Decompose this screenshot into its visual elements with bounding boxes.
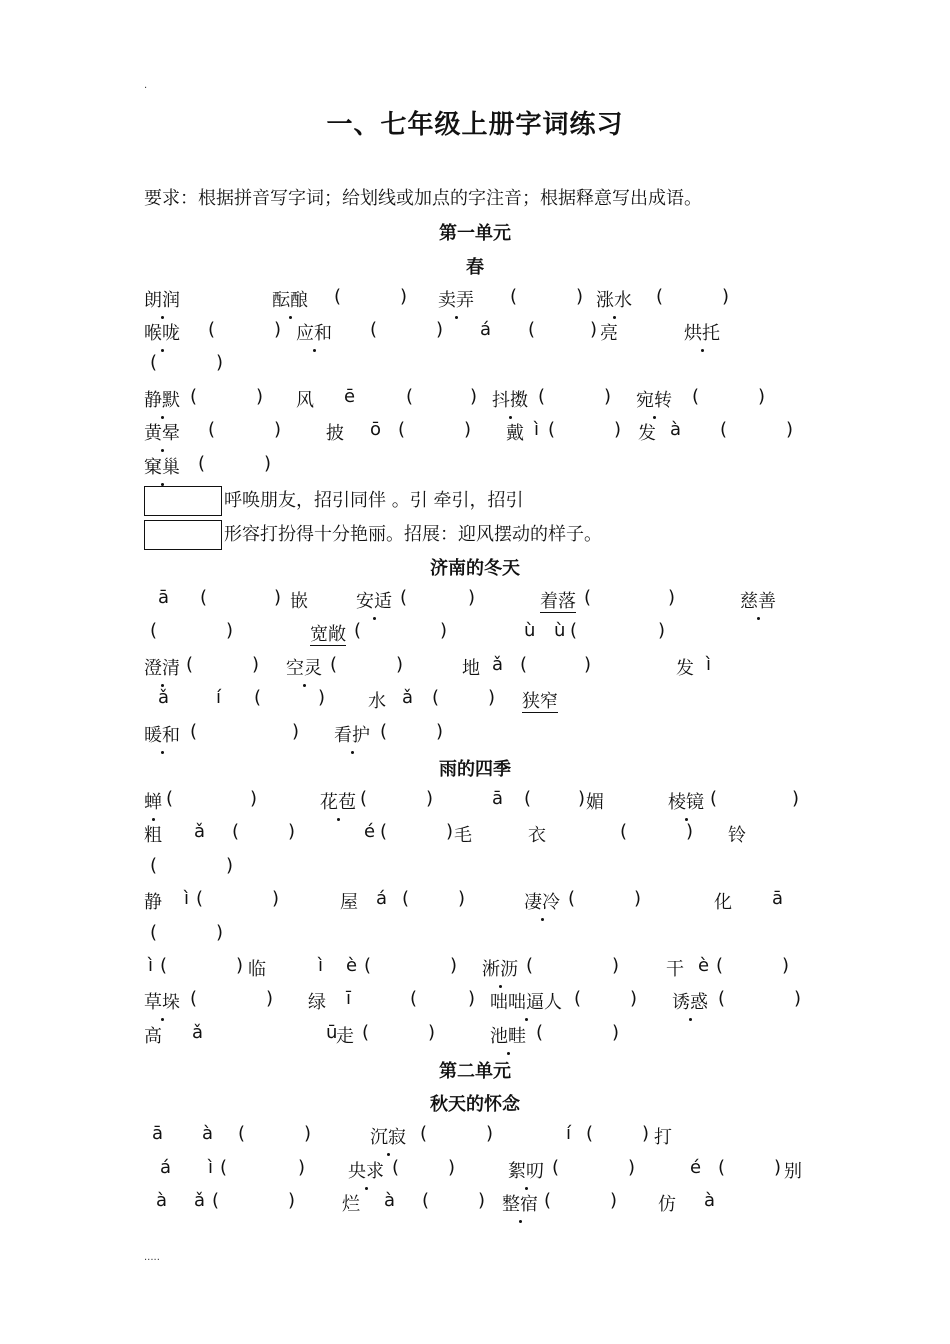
answer-blank[interactable]: ) bbox=[440, 620, 448, 641]
word-item: 别 bbox=[784, 1161, 802, 1182]
word-item: 烂 bbox=[342, 1194, 360, 1215]
answer-blank[interactable]: ) bbox=[604, 386, 612, 407]
answer-blank[interactable]: ) bbox=[252, 654, 260, 675]
answer-blank[interactable]: ) bbox=[590, 319, 598, 340]
answer-blank[interactable]: ( bbox=[586, 1123, 594, 1144]
exercise-row bbox=[144, 922, 844, 952]
word-item: 发 bbox=[638, 423, 656, 444]
word-item: 临 bbox=[248, 959, 266, 980]
pinyin-syllable: à bbox=[670, 419, 682, 440]
answer-blank[interactable]: ( bbox=[360, 788, 368, 809]
answer-blank[interactable]: ( bbox=[402, 888, 410, 909]
answer-blank[interactable]: ( bbox=[538, 386, 546, 407]
answer-blank[interactable]: ( bbox=[238, 1123, 246, 1144]
answer-blank[interactable]: ( bbox=[410, 988, 418, 1009]
answer-blank[interactable]: ) bbox=[256, 386, 264, 407]
exercise-row bbox=[144, 1123, 844, 1153]
answer-blank[interactable]: ) bbox=[758, 386, 766, 407]
answer-blank[interactable]: ( bbox=[420, 1123, 428, 1144]
answer-blank[interactable]: ( bbox=[520, 654, 528, 675]
pinyin-syllable: ā bbox=[158, 587, 170, 608]
page-title: 一、七年级上册字词练习 bbox=[326, 110, 624, 140]
answer-blank[interactable]: ( bbox=[380, 821, 388, 842]
pinyin-syllable: ù bbox=[554, 620, 566, 641]
lesson-qiutian-heading: 秋天的怀念 bbox=[430, 1094, 520, 1115]
answer-blank[interactable]: ) bbox=[436, 319, 444, 340]
word-item: 卖弄 bbox=[438, 286, 474, 312]
idiom-definition: 形容打扮得十分艳丽。招展：迎风摆动的样子。 bbox=[224, 524, 602, 545]
answer-blank[interactable]: ) bbox=[468, 988, 476, 1009]
unit-one-heading: 第一单元 bbox=[439, 223, 511, 244]
answer-blank[interactable]: ( bbox=[380, 721, 388, 742]
word-item: 絮叨 bbox=[508, 1157, 544, 1183]
answer-blank[interactable]: ( bbox=[548, 419, 556, 440]
answer-blank[interactable]: ( bbox=[574, 988, 582, 1009]
lesson-jinan-heading: 济南的冬天 bbox=[430, 558, 520, 579]
answer-blank[interactable]: ( bbox=[150, 922, 158, 943]
answer-blank[interactable]: ) bbox=[298, 1157, 306, 1178]
answer-blank[interactable]: ( bbox=[190, 721, 198, 742]
word-item: 草垛 bbox=[144, 988, 180, 1014]
answer-blank[interactable]: ) bbox=[576, 286, 584, 307]
pinyin-syllable: é bbox=[364, 821, 376, 842]
answer-blank[interactable]: ( bbox=[208, 419, 216, 440]
exercise-row bbox=[144, 654, 844, 684]
word-item: 池畦 bbox=[490, 1022, 526, 1048]
answer-blank[interactable]: ) bbox=[216, 922, 224, 943]
answer-blank[interactable]: ) bbox=[274, 419, 282, 440]
word-item: 看护 bbox=[334, 721, 370, 747]
footer-mark: ..... bbox=[144, 1252, 160, 1263]
word-item: 化 bbox=[714, 892, 732, 913]
word-item: 粗 bbox=[144, 825, 162, 846]
answer-blank[interactable]: ( bbox=[718, 1157, 726, 1178]
answer-blank[interactable]: ) bbox=[630, 988, 638, 1009]
answer-blank[interactable]: ( bbox=[552, 1157, 560, 1178]
answer-blank[interactable]: ) bbox=[216, 352, 224, 373]
answer-blank[interactable]: ) bbox=[266, 988, 274, 1009]
answer-blank[interactable]: ) bbox=[288, 821, 296, 842]
word-item: 慈善 bbox=[740, 587, 776, 613]
answer-blank[interactable]: ( bbox=[160, 955, 168, 976]
answer-blank[interactable]: ) bbox=[436, 721, 444, 742]
unit-two-heading: 第二单元 bbox=[439, 1061, 511, 1082]
pinyin-syllable: à bbox=[156, 1190, 168, 1211]
answer-blank[interactable]: ( bbox=[150, 352, 158, 373]
answer-blank[interactable]: ) bbox=[478, 1190, 486, 1211]
answer-blank[interactable]: ( bbox=[186, 654, 194, 675]
pinyin-syllable: ū bbox=[326, 1022, 338, 1043]
answer-blank[interactable]: ) bbox=[274, 319, 282, 340]
exercise-row bbox=[144, 788, 844, 818]
answer-blank[interactable]: ) bbox=[458, 888, 466, 909]
exercise-row bbox=[144, 386, 844, 416]
answer-blank[interactable]: ) bbox=[304, 1123, 312, 1144]
answer-blank[interactable]: ) bbox=[578, 788, 586, 809]
answer-blank[interactable]: ( bbox=[400, 587, 408, 608]
word-item: 诱惑 bbox=[672, 988, 708, 1014]
lesson-sijie-heading: 雨的四季 bbox=[439, 759, 511, 780]
answer-blank[interactable]: ( bbox=[212, 1190, 220, 1211]
word-item: 衣 bbox=[528, 825, 546, 846]
answer-blank[interactable]: ( bbox=[196, 888, 204, 909]
answer-blank[interactable]: ) bbox=[628, 1157, 636, 1178]
word-item: 风 bbox=[296, 390, 314, 411]
pinyin-syllable: à bbox=[704, 1190, 716, 1211]
answer-blank[interactable]: ( bbox=[568, 888, 576, 909]
answer-blank[interactable]: ) bbox=[448, 1157, 456, 1178]
exercise-row bbox=[144, 1157, 844, 1187]
word-item: 仿 bbox=[658, 1194, 676, 1215]
answer-blank[interactable]: ( bbox=[190, 988, 198, 1009]
pinyin-syllable: ā bbox=[772, 888, 784, 909]
pinyin-syllable: à bbox=[202, 1123, 214, 1144]
answer-blank[interactable]: ) bbox=[226, 620, 234, 641]
pinyin-syllable: ì bbox=[184, 888, 190, 909]
word-item: 朗润 bbox=[144, 286, 180, 312]
answer-blank[interactable]: ( bbox=[692, 386, 700, 407]
answer-blank[interactable]: ) bbox=[786, 419, 794, 440]
word-item: 黄晕 bbox=[144, 419, 180, 445]
word-item: 窠巢 bbox=[144, 453, 180, 479]
answer-blank[interactable]: ( bbox=[150, 620, 158, 641]
exercise-row bbox=[144, 319, 844, 349]
answer-blank[interactable]: ) bbox=[426, 788, 434, 809]
exercise-row bbox=[144, 419, 844, 449]
word-item: 酝酿 bbox=[272, 286, 308, 312]
answer-blank[interactable]: ) bbox=[272, 888, 280, 909]
answer-blank[interactable]: ( bbox=[524, 788, 532, 809]
word-item: 安适 bbox=[356, 587, 392, 613]
answer-blank[interactable]: ) bbox=[400, 286, 408, 307]
pinyin-syllable: ì bbox=[208, 1157, 214, 1178]
pinyin-syllable: ù bbox=[524, 620, 536, 641]
answer-blank[interactable]: ( bbox=[406, 386, 414, 407]
answer-blank[interactable]: ( bbox=[570, 620, 578, 641]
pinyin-syllable: ì bbox=[148, 955, 154, 976]
answer-blank[interactable]: ) bbox=[446, 821, 454, 842]
pinyin-syllable: è bbox=[346, 955, 358, 976]
word-item: 屋 bbox=[340, 892, 358, 913]
word-item: 涨水 bbox=[596, 286, 632, 312]
answer-blank[interactable]: ( bbox=[398, 419, 406, 440]
answer-blank[interactable]: ) bbox=[236, 955, 244, 976]
exercise-row bbox=[144, 821, 844, 851]
answer-blank[interactable]: ) bbox=[794, 988, 802, 1009]
word-item: 铃 bbox=[728, 825, 746, 846]
pinyin-syllable: á bbox=[160, 1157, 172, 1178]
word-item: 打 bbox=[654, 1127, 672, 1148]
word-item: 干 bbox=[666, 959, 684, 980]
answer-blank[interactable]: ) bbox=[318, 687, 326, 708]
word-item: 走 bbox=[336, 1026, 354, 1047]
word-item: 水 bbox=[368, 691, 386, 712]
word-item: 花苞 bbox=[320, 788, 356, 814]
exercise-row bbox=[144, 988, 844, 1018]
answer-blank[interactable]: ( bbox=[544, 1190, 552, 1211]
answer-blank[interactable]: ) bbox=[396, 654, 404, 675]
answer-blank[interactable]: ( bbox=[422, 1190, 430, 1211]
answer-blank[interactable]: ( bbox=[354, 620, 362, 641]
word-item: 咄咄逼人 bbox=[490, 988, 562, 1014]
word-item: 央求 bbox=[348, 1157, 384, 1183]
word-item: 披 bbox=[326, 423, 344, 444]
answer-blank[interactable]: ( bbox=[716, 955, 724, 976]
lesson-chun-heading: 春 bbox=[466, 257, 484, 278]
answer-blank[interactable]: ) bbox=[782, 955, 790, 976]
idiom-answer-box[interactable] bbox=[144, 486, 222, 516]
pinyin-syllable: ì bbox=[534, 419, 540, 440]
answer-blank[interactable]: ( bbox=[526, 955, 534, 976]
answer-blank[interactable]: ) bbox=[610, 1190, 618, 1211]
pinyin-syllable: ā bbox=[492, 788, 504, 809]
word-item: 发 bbox=[676, 658, 694, 679]
exercise-row bbox=[144, 855, 844, 885]
answer-blank[interactable]: ) bbox=[634, 888, 642, 909]
idiom-answer-box[interactable] bbox=[144, 520, 222, 550]
answer-blank[interactable]: ) bbox=[428, 1022, 436, 1043]
answer-blank[interactable]: ( bbox=[362, 1022, 370, 1043]
answer-blank[interactable]: ) bbox=[614, 419, 622, 440]
word-item: 凄冷 bbox=[524, 888, 560, 914]
word-item: 淅沥 bbox=[482, 955, 518, 981]
exercise-row bbox=[144, 352, 844, 382]
answer-blank[interactable]: ) bbox=[450, 955, 458, 976]
word-item: 嵌 bbox=[290, 591, 308, 612]
answer-blank[interactable]: ( bbox=[620, 821, 628, 842]
answer-blank[interactable]: ( bbox=[198, 453, 206, 474]
answer-blank[interactable]: ) bbox=[584, 654, 592, 675]
answer-blank[interactable]: ) bbox=[612, 955, 620, 976]
word-item: 媚 bbox=[586, 792, 604, 813]
word-item: 棱镜 bbox=[668, 788, 704, 814]
pinyin-syllable: ī bbox=[346, 988, 352, 1009]
word-item: 烘托 bbox=[684, 319, 720, 345]
answer-blank[interactable]: ) bbox=[612, 1022, 620, 1043]
pinyin-syllable: ā bbox=[152, 1123, 164, 1144]
word-item: 戴 bbox=[506, 423, 524, 444]
word-item: 着落 bbox=[540, 591, 576, 612]
answer-blank[interactable]: ) bbox=[488, 687, 496, 708]
word-item: 蝉 bbox=[144, 788, 162, 814]
answer-blank[interactable]: ( bbox=[334, 286, 342, 307]
exercise-row bbox=[144, 587, 844, 617]
exercise-row bbox=[144, 1022, 844, 1052]
pinyin-syllable: ǎ bbox=[194, 821, 206, 842]
answer-blank[interactable]: ) bbox=[686, 821, 694, 842]
answer-blank[interactable]: ) bbox=[468, 587, 476, 608]
word-item: 静默 bbox=[144, 386, 180, 412]
word-item: 喉咙 bbox=[144, 319, 180, 345]
pinyin-syllable: ì bbox=[706, 654, 712, 675]
answer-blank[interactable]: ) bbox=[226, 855, 234, 876]
exercise-row bbox=[144, 453, 844, 483]
pinyin-syllable: á bbox=[376, 888, 388, 909]
word-item: 整宿 bbox=[502, 1190, 538, 1216]
answer-blank[interactable]: ( bbox=[710, 788, 718, 809]
word-item: 静 bbox=[144, 892, 162, 913]
header-mark: . bbox=[144, 80, 148, 91]
answer-blank[interactable]: ( bbox=[584, 587, 592, 608]
answer-blank[interactable]: ) bbox=[464, 419, 472, 440]
answer-blank[interactable]: ) bbox=[292, 721, 300, 742]
answer-blank[interactable]: ( bbox=[720, 419, 728, 440]
exercise-row bbox=[144, 620, 844, 650]
answer-blank[interactable]: ( bbox=[150, 855, 158, 876]
answer-blank[interactable]: ) bbox=[274, 587, 282, 608]
pinyin-syllable: è bbox=[698, 955, 710, 976]
word-item: 宽敞 bbox=[310, 624, 346, 645]
word-item: 亮 bbox=[600, 323, 618, 344]
answer-blank[interactable]: ( bbox=[528, 319, 536, 340]
answer-blank[interactable]: ( bbox=[510, 286, 518, 307]
word-item: 地 bbox=[462, 658, 480, 679]
word-item: 暖和 bbox=[144, 721, 180, 747]
answer-blank[interactable]: ( bbox=[718, 988, 726, 1009]
answer-blank[interactable]: ( bbox=[190, 386, 198, 407]
word-item: 澄清 bbox=[144, 654, 180, 680]
answer-blank[interactable]: ) bbox=[792, 788, 800, 809]
answer-blank[interactable]: ( bbox=[330, 654, 338, 675]
answer-blank[interactable]: ) bbox=[486, 1123, 494, 1144]
pinyin-syllable: ǎ bbox=[492, 654, 504, 675]
word-item: 毛 bbox=[454, 825, 472, 846]
pinyin-syllable: é bbox=[690, 1157, 702, 1178]
exercise-row bbox=[144, 955, 844, 985]
pinyin-syllable: ǎ bbox=[402, 687, 414, 708]
exercise-row bbox=[144, 687, 844, 717]
answer-blank[interactable]: ( bbox=[656, 286, 664, 307]
answer-blank[interactable]: ) bbox=[658, 620, 666, 641]
answer-blank[interactable]: ( bbox=[166, 788, 174, 809]
answer-blank[interactable]: ) bbox=[264, 453, 272, 474]
exercise-row bbox=[144, 1190, 844, 1220]
pinyin-syllable: ǎ bbox=[192, 1022, 204, 1043]
pinyin-syllable: ǎ bbox=[194, 1190, 206, 1211]
pinyin-syllable: í bbox=[216, 687, 222, 708]
pinyin-syllable: á bbox=[480, 319, 492, 340]
answer-blank[interactable]: ) bbox=[288, 1190, 296, 1211]
answer-blank[interactable]: ) bbox=[642, 1123, 650, 1144]
word-item: 宛转 bbox=[636, 386, 672, 412]
answer-blank[interactable]: ( bbox=[232, 821, 240, 842]
answer-blank[interactable]: ( bbox=[254, 687, 262, 708]
exercise-row bbox=[144, 286, 844, 316]
answer-blank[interactable]: ( bbox=[364, 955, 372, 976]
word-item: 高 bbox=[144, 1026, 162, 1047]
pinyin-syllable: ì bbox=[318, 955, 324, 976]
word-item: 沉寂 bbox=[370, 1123, 406, 1149]
answer-blank[interactable]: ( bbox=[370, 319, 378, 340]
answer-blank[interactable]: ( bbox=[432, 687, 440, 708]
pinyin-syllable: í bbox=[566, 1123, 572, 1144]
word-item: 抖擞 bbox=[492, 386, 528, 412]
answer-blank[interactable]: ) bbox=[470, 386, 478, 407]
answer-blank[interactable]: ) bbox=[774, 1157, 782, 1178]
pinyin-syllable: ō bbox=[370, 419, 382, 440]
word-item: 绿 bbox=[308, 992, 326, 1013]
answer-blank[interactable]: ( bbox=[392, 1157, 400, 1178]
answer-blank[interactable]: ) bbox=[722, 286, 730, 307]
pinyin-syllable: à bbox=[384, 1190, 396, 1211]
answer-blank[interactable]: ( bbox=[200, 587, 208, 608]
requirement-text: 要求：根据拼音写字词；给划线或加点的字注音；根据释意写出成语。 bbox=[144, 188, 702, 209]
answer-blank[interactable]: ( bbox=[536, 1022, 544, 1043]
idiom-definition: 呼唤朋友，招引同伴 。引 牵引，招引 bbox=[224, 490, 524, 511]
exercise-row bbox=[144, 888, 844, 918]
pinyin-syllable: ē bbox=[344, 386, 356, 407]
word-item: 空灵 bbox=[286, 654, 322, 680]
pinyin-syllable: ǎ bbox=[158, 687, 170, 708]
exercise-row bbox=[144, 721, 844, 751]
answer-blank[interactable]: ( bbox=[220, 1157, 228, 1178]
answer-blank[interactable]: ( bbox=[208, 319, 216, 340]
word-item: 应和 bbox=[296, 319, 332, 345]
answer-blank[interactable]: ) bbox=[250, 788, 258, 809]
answer-blank[interactable]: ) bbox=[668, 587, 676, 608]
word-item: 狭窄 bbox=[522, 691, 558, 712]
